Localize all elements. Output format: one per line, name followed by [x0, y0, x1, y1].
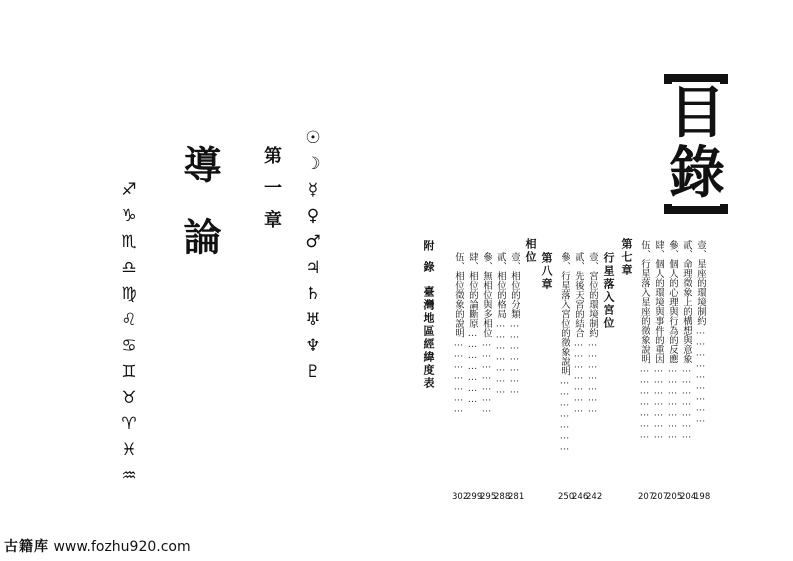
- page-number: 246: [572, 492, 589, 502]
- chapter-title: 導論: [177, 145, 221, 289]
- site-name: 古籍库: [4, 539, 49, 555]
- toc-item: 貳、相位的格局…………………: [495, 252, 506, 396]
- page-number: 207: [652, 492, 669, 502]
- toc-item: 壹、宮位的環境制約…………………: [587, 252, 598, 415]
- title-char-2: 錄: [669, 141, 725, 206]
- zodiac-symbols-column: ♐♑♏♎♍♌♋♊♉♈♓♒: [119, 180, 139, 492]
- chapter-heading: 第七章: [620, 238, 633, 277]
- planet-symbols-column: ☉☽☿♀♂♃♄♅♆♇: [303, 128, 323, 388]
- chapter-title: 行星落入宮位: [602, 252, 615, 330]
- toc-item: 參、行星落入宮位的徵象說明…………………: [559, 252, 570, 453]
- site-watermark: [4, 536, 191, 556]
- appendix-title: 臺灣地區經緯度表: [422, 286, 435, 390]
- toc-item: 肆、相位的論斷原…………………: [467, 252, 478, 405]
- toc-title: [664, 74, 730, 214]
- site-url: www.fozhu920.com: [53, 539, 191, 555]
- toc-item: 貳、先後天宮的結合…………………: [573, 252, 584, 415]
- page-number: 198: [694, 492, 711, 502]
- chapter-heading: 第八章: [540, 252, 553, 291]
- page-number: 205: [666, 492, 683, 502]
- title-char-1: 目: [669, 81, 725, 146]
- page-number: 204: [680, 492, 697, 502]
- toc-item: 壹、相位的分類…………………: [509, 252, 520, 396]
- toc-item: 參、個人的心理與行為的反應…………………: [667, 240, 678, 441]
- chapter-title: 相位: [524, 238, 537, 264]
- toc-item: 壹、星座的環境制約………………………: [695, 240, 706, 425]
- toc-item: 肆、個人的環境與事件的重因…………………: [653, 240, 664, 441]
- chapter-label: 第一章: [261, 146, 282, 242]
- page-number: 250: [558, 492, 575, 502]
- appendix-label: 附錄: [422, 240, 435, 282]
- page-number: 242: [586, 492, 603, 502]
- page-number: 295: [480, 492, 497, 502]
- toc-item: 伍、相位徵象的說明…………………: [453, 252, 464, 415]
- toc-item: 伍、行星落入星座的徵象說明…………………: [639, 240, 650, 441]
- toc-item: 參、無相位與多相位…………………: [481, 252, 492, 415]
- page-number: 207: [638, 492, 655, 502]
- page-number: 288: [494, 492, 511, 502]
- toc-item: 貳、命理徵象上的構想與意象…………………: [681, 240, 692, 441]
- page-number: 299: [466, 492, 483, 502]
- page-number: 281: [508, 492, 525, 502]
- page-number: 302: [452, 492, 469, 502]
